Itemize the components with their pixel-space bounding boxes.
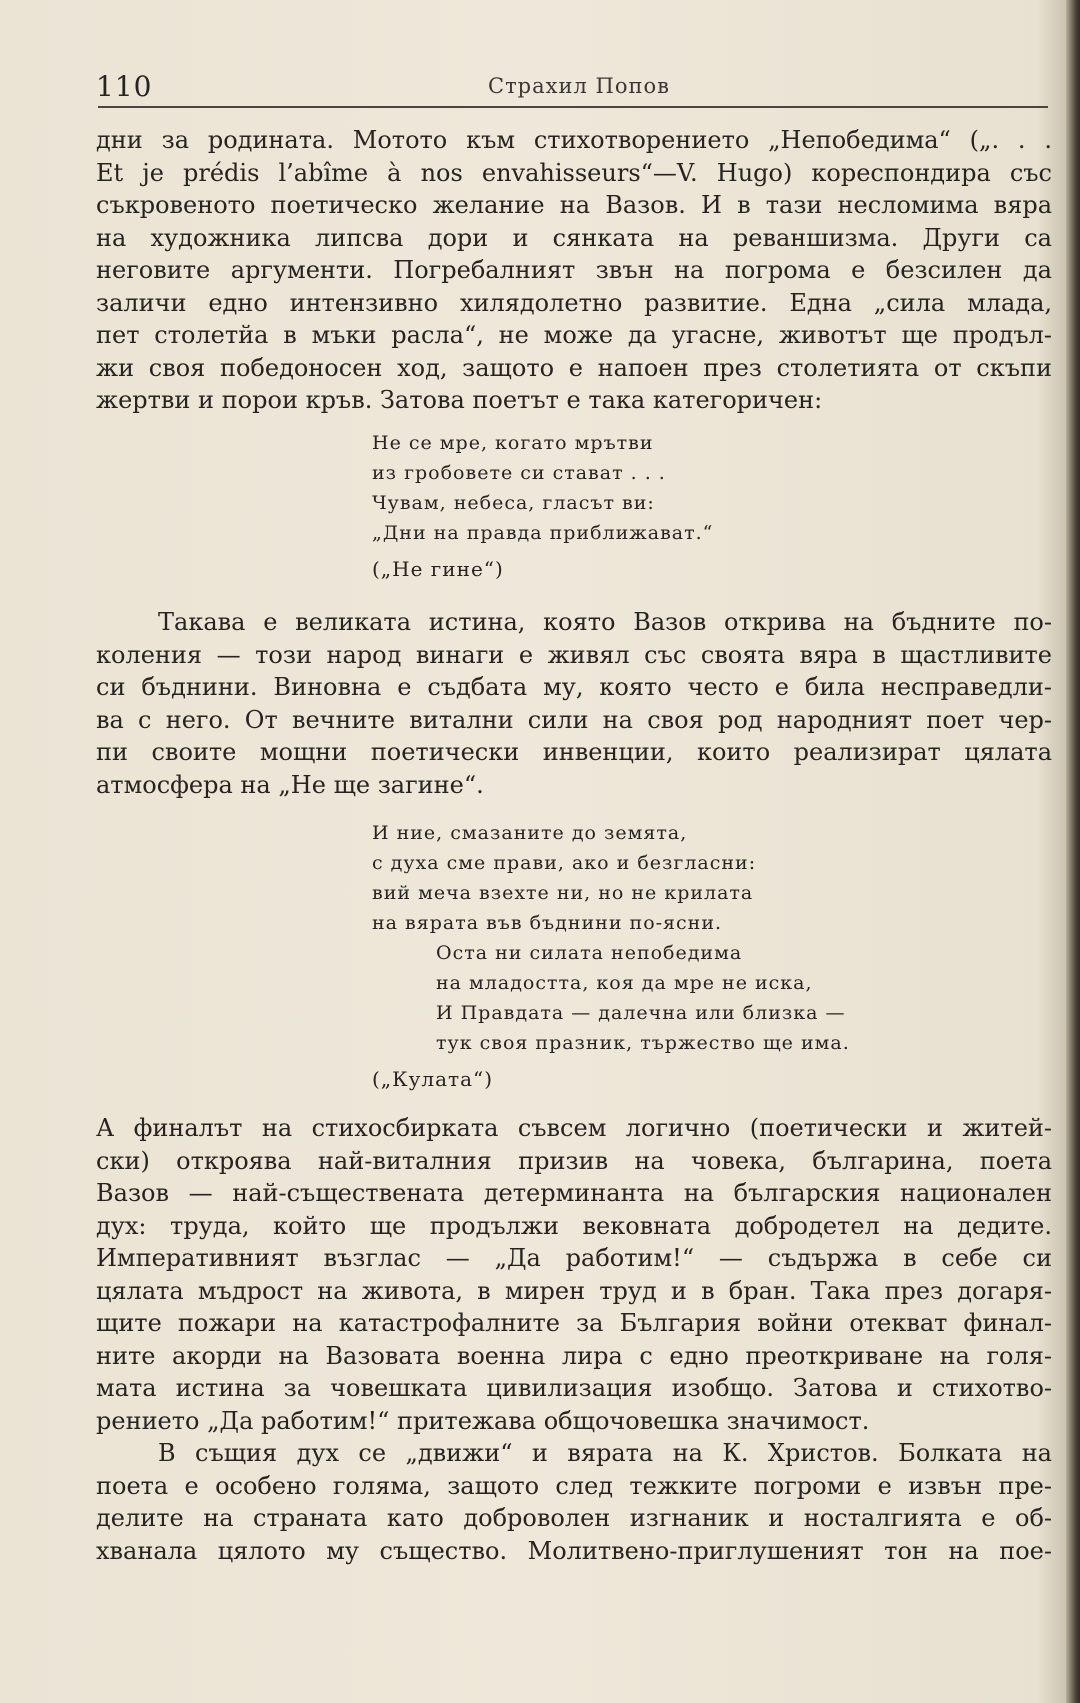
page-header: [96, 70, 1048, 110]
verse-line: на вярата във бъднини по-ясни.: [372, 912, 723, 934]
text-line: хванала цялото му същество. Молитвено-приглушеният тон на пое-: [96, 1536, 1052, 1565]
text-line: А финалът на стихосбирката съвсем логично (поетически и житей-: [96, 1114, 1052, 1142]
text-line: на художника липсва дори и сянката на реваншизма. Други са: [96, 223, 1052, 252]
text-line: Такава е великата истина, която Вазов открива на бъдните по-: [158, 608, 1052, 636]
header-rule: [98, 106, 1048, 108]
text-line: дух: труда, който ще продължи вековната добродетел на дедите.: [96, 1211, 1052, 1240]
text-line: пет столетйа в мъки расла“, не може да угасне, животът ще продъл-: [96, 321, 1052, 349]
text-line: неговите аргументи. Погребалният звън на погрома е безсилен да: [96, 256, 1052, 284]
paragraph-3: [96, 1112, 1052, 1437]
text-line: поета е особено голяма, защото след тежките погроми е извън пре-: [96, 1471, 1052, 1500]
text-line: цялата мъдрост на живота, в мирен труд и в бран. Така през догаря-: [96, 1276, 1052, 1305]
text-line: жи своя победоносен ход, защото е напоен през столетията от скъпи: [96, 353, 1052, 382]
text-line: мата истина за човешката цивилизация изобщо. Затова и стихотво-: [96, 1374, 1052, 1402]
verse-line: И ние, смазаните до земята,: [372, 822, 688, 844]
text-line: В същия дух се „движи“ и вярата на К. Христов. Болката на: [158, 1439, 1052, 1467]
book-spine-shadow: [1066, 0, 1080, 1703]
verse-line: И Правдата — далечна или близка —: [436, 1002, 846, 1024]
verse-line: Чувам, небеса, гласът ви:: [372, 492, 655, 514]
text-line: Et je prédis l’abîme à nos envahisseurs“—V. Hugo) кореспондира със: [96, 158, 1052, 187]
verse-quote-1: [372, 428, 713, 584]
verse-line: вий меча взехте ни, но не крилата: [372, 882, 754, 904]
verse-line: Не се мре, когато мрътви: [372, 432, 654, 454]
text-line: ски) откроява най-виталния призив на човека, българина, поета: [96, 1146, 1052, 1175]
text-line: ва с него. От вечните витални сили на своя род народният поет чер-: [96, 705, 1052, 734]
verse-source: („Не гине“): [372, 557, 504, 581]
page-number: 110: [96, 70, 153, 103]
verse-source: („Кулата“): [372, 1067, 494, 1091]
paragraph-1: [96, 124, 1052, 417]
running-head: Страхил Попов: [488, 74, 670, 98]
verse-line: с духа сме прави, ако и безгласни:: [372, 852, 757, 874]
text-line: Вазов — най-съществената детерминанта на българския национален: [96, 1179, 1052, 1207]
text-line: щите пожари на катастрофалните за България войни отекват финал-: [96, 1309, 1052, 1337]
verse-line: тук своя празник, тържество ще има.: [436, 1032, 850, 1054]
verse-quote-2: [372, 818, 850, 1094]
paragraph-4: [96, 1437, 1052, 1567]
paragraph-2: [96, 606, 1052, 801]
text-line: дни за родината. Мотото към стихотворението „Непобедима“ („. . .: [96, 126, 1052, 154]
text-line: жертви и порои кръв. Затова поетът е така категоричен:: [96, 386, 823, 414]
text-line: атмосфера на „Не ще загине“.: [96, 770, 484, 799]
verse-line: из гробовете си стават . . .: [372, 462, 666, 484]
verse-line: Оста ни силата непобедима: [436, 942, 743, 964]
text-line: ните акорди на Вазовата военна лира с едно преоткриване на голя-: [96, 1341, 1052, 1370]
verse-line: на младостта, коя да мре не иска,: [436, 972, 813, 994]
text-line: пи своите мощни поетически инвенции, които реализират цялата: [96, 738, 1052, 766]
text-line: Императивният възглас — „Да работим!“ — съдържа в себе си: [96, 1244, 1052, 1272]
text-line: делите на страната като доброволен изгнаник и носталгията е об-: [96, 1504, 1052, 1532]
text-line: си бъднини. Виновна е съдбата му, която често е била несправедли-: [96, 673, 1052, 701]
text-line: съкровеното поетическо желание на Вазов. И в тази несломима вяра: [96, 191, 1052, 219]
text-line: заличи едно интензивно хилядолетно развитие. Една „сила млада,: [96, 288, 1052, 317]
verse-line: „Дни на правда приближават.“: [372, 522, 714, 544]
text-line: коления — този народ винаги е живял със своята вяра в щастливите: [96, 640, 1052, 669]
text-line: рението „Да работим!“ притежава общочовешка значимост.: [96, 1406, 870, 1435]
